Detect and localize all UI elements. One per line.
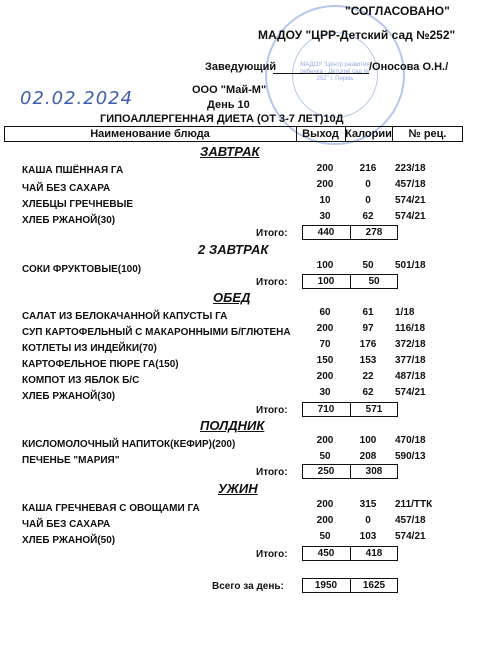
dish-name: КАША ГРЕЧНЕВАЯ С ОВОЩАМИ ГА: [22, 503, 200, 514]
handwritten-date: 02.02.2024: [20, 88, 134, 109]
dish-name: ЧАЙ БЕЗ САХАРА: [22, 519, 111, 530]
dish-name: КАРТОФЕЛЬНОЕ ПЮРЕ ГА(150): [22, 359, 179, 370]
signature-line: [273, 73, 369, 74]
head-name: /Оносова О.Н./: [369, 61, 449, 73]
dish-recipe: 501/18: [395, 260, 426, 271]
dish-name: КОТЛЕТЫ ИЗ ИНДЕЙКИ(70): [22, 343, 157, 354]
total-calories: 571: [365, 404, 383, 415]
dish-output: 50: [319, 531, 331, 542]
dish-output: 100: [316, 260, 334, 271]
dish-output: 200: [316, 499, 334, 510]
company-name: ООО "Май-М": [192, 84, 267, 96]
col-name-header: Наименование блюда: [90, 128, 210, 140]
dish-recipe: 590/13: [395, 451, 426, 462]
dish-output: 200: [316, 435, 334, 446]
dish-recipe: 574/21: [395, 531, 426, 542]
dish-calories: 62: [362, 387, 374, 398]
total-output: 100: [317, 276, 335, 287]
day-label: День 10: [207, 99, 250, 111]
dish-name: СУП КАРТОФЕЛЬНЫЙ С МАКАРОННЫМИ Б/ГЛЮТЕНА: [22, 327, 291, 338]
dish-name: САЛАТ ИЗ БЕЛОКАЧАННОЙ КАПУСТЫ ГА: [22, 311, 228, 322]
total-label: Итого:: [256, 405, 288, 416]
total-calories: 278: [365, 227, 383, 238]
dish-name: ХЛЕБ РЖАНОЙ(50): [22, 535, 116, 546]
dish-calories: 153: [359, 355, 377, 366]
dish-calories: 50: [362, 260, 374, 271]
dish-recipe: 457/18: [395, 515, 426, 526]
dish-name: КИСЛОМОЛОЧНЫЙ НАПИТОК(КЕФИР)(200): [22, 439, 236, 450]
section-title: ОБЕД: [213, 290, 251, 305]
total-output: 250: [317, 466, 335, 477]
dish-output: 200: [316, 179, 334, 190]
dish-calories: 61: [362, 307, 374, 318]
dish-output: 70: [319, 339, 331, 350]
dish-name: ХЛЕБЦЫ ГРЕЧНЕВЫЕ: [22, 199, 134, 210]
section-title: УЖИН: [218, 481, 258, 496]
dish-recipe: 470/18: [395, 435, 426, 446]
dish-recipe: 574/21: [395, 195, 426, 206]
dish-output: 200: [316, 163, 334, 174]
dish-calories: 62: [362, 211, 374, 222]
col-output-header: Выход: [302, 128, 339, 140]
grand-total-label: Всего за день:: [212, 581, 284, 592]
head-label: Заведующий: [205, 61, 277, 73]
dish-output: 200: [316, 371, 334, 382]
total-output: 440: [317, 227, 335, 238]
dish-output: 60: [319, 307, 331, 318]
dish-calories: 22: [362, 371, 374, 382]
dish-name: КОМПОТ ИЗ ЯБЛОК Б/С: [22, 375, 140, 386]
grand-total-calories: 1625: [362, 580, 386, 591]
dish-name: ПЕЧЕНЬЕ "МАРИЯ": [22, 455, 120, 466]
dish-name: ХЛЕБ РЖАНОЙ(30): [22, 215, 116, 226]
col-recipe-header: № рец.: [408, 128, 447, 140]
total-calories: 50: [368, 276, 380, 287]
dish-output: 200: [316, 323, 334, 334]
dish-output: 30: [319, 387, 331, 398]
col-calories-header: Калории: [345, 128, 392, 140]
dish-name: ЧАЙ БЕЗ САХАРА: [22, 183, 111, 194]
section-title: ПОЛДНИК: [200, 418, 265, 433]
dish-recipe: 574/21: [395, 387, 426, 398]
total-label: Итого:: [256, 467, 288, 478]
dish-output: 200: [316, 515, 334, 526]
dish-calories: 216: [359, 163, 377, 174]
dish-name: СОКИ ФРУКТОВЫЕ(100): [22, 264, 142, 275]
dish-recipe: 457/18: [395, 179, 426, 190]
dish-calories: 176: [359, 339, 377, 350]
dish-recipe: 377/18: [395, 355, 426, 366]
approval-org: МАДОУ "ЦРР-Детский сад №252": [258, 28, 456, 42]
dish-calories: 0: [365, 515, 371, 526]
dish-recipe: 372/18: [395, 339, 426, 350]
dish-name: КАША ПШЁННАЯ ГА: [22, 165, 124, 176]
total-calories: 418: [365, 548, 383, 559]
diet-title: ГИПОАЛЛЕРГЕННАЯ ДИЕТА (ОТ 3-7 ЛЕТ)10Д: [100, 113, 344, 125]
dish-calories: 100: [359, 435, 377, 446]
dish-recipe: 116/18: [395, 323, 426, 334]
approval-title: "СОГЛАСОВАНО": [345, 4, 450, 18]
dish-calories: 0: [365, 195, 371, 206]
dish-recipe: 223/18: [395, 163, 426, 174]
total-output: 710: [317, 404, 335, 415]
total-output: 450: [317, 548, 335, 559]
dish-calories: 97: [362, 323, 374, 334]
dish-calories: 315: [359, 499, 377, 510]
dish-output: 30: [319, 211, 331, 222]
dish-output: 50: [319, 451, 331, 462]
dish-output: 150: [316, 355, 334, 366]
section-title: ЗАВТРАК: [200, 144, 260, 159]
grand-total-output: 1950: [314, 580, 338, 591]
total-label: Итого:: [256, 549, 288, 560]
dish-calories: 103: [359, 531, 377, 542]
total-label: Итого:: [256, 277, 288, 288]
section-title: 2 ЗАВТРАК: [198, 242, 269, 257]
total-calories: 308: [365, 466, 383, 477]
dish-recipe: 574/21: [395, 211, 426, 222]
total-label: Итого:: [256, 228, 288, 239]
dish-recipe: 487/18: [395, 371, 426, 382]
dish-output: 10: [319, 195, 331, 206]
dish-recipe: 1/18: [395, 307, 415, 318]
dish-calories: 208: [359, 451, 377, 462]
stamp-text: МАДОУ "Центр развития ребенка - Детский сад № 252" г. Пермь: [300, 62, 370, 83]
dish-calories: 0: [365, 179, 371, 190]
dish-recipe: 211/ТТК: [395, 499, 433, 510]
dish-name: ХЛЕБ РЖАНОЙ(30): [22, 391, 116, 402]
